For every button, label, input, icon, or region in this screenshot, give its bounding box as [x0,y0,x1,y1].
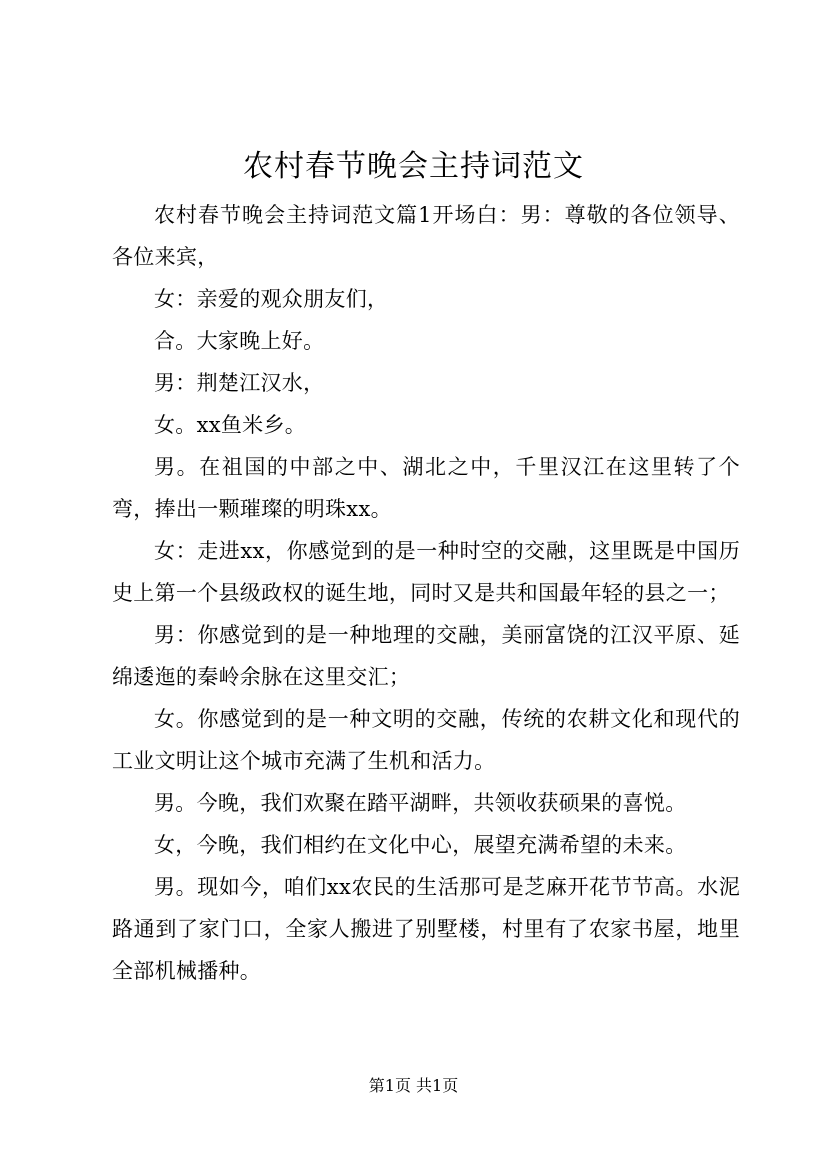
paragraph: 女。你感觉到的是一种文明的交融，传统的农耕文化和现代的工业文明让这个城市充满了生机和活力。 [112,707,740,773]
paragraph: 男：你感觉到的是一种地理的交融，美丽富饶的江汉平原、延绵逶迤的秦岭余脉在这里交汇； [112,623,740,689]
document-body [112,194,740,992]
paragraph: 农村春节晚会主持词范文篇1开场白：男：尊敬的各位领导、各位来宾， [112,203,740,269]
paragraph: 合。大家晚上好。 [154,329,325,353]
paragraph: 男。现如今，咱们xx农民的生活那可是芝麻开花节节高。水泥路通到了家门口，全家人搬进了别墅楼，村里有了农家书屋，地里全部机械播种。 [112,875,740,983]
document-title: 农村春节晚会主持词范文 [243,149,584,184]
paragraph: 女，今晚，我们相约在文化中心，展望充满希望的未来。 [154,833,687,857]
paragraph: 男：荆楚江汉水， [154,371,325,395]
page-number-footer: 第1页 共1页 [368,1076,459,1095]
paragraph: 男。今晚，我们欢聚在踏平湖畔，共领收获硕果的喜悦。 [154,791,687,815]
paragraph: 女：走进xx，你感觉到的是一种时空的交融，这里既是中国历史上第一个县级政权的诞生地，同时又是共和国最年轻的县之一； [112,539,740,605]
paragraph: 女。xx鱼米乡。 [154,413,307,437]
paragraph: 男。在祖国的中部之中、湖北之中，千里汉江在这里转了个弯，捧出一颗璀璨的明珠xx。 [112,455,740,521]
paragraph: 女：亲爱的观众朋友们， [154,287,389,311]
